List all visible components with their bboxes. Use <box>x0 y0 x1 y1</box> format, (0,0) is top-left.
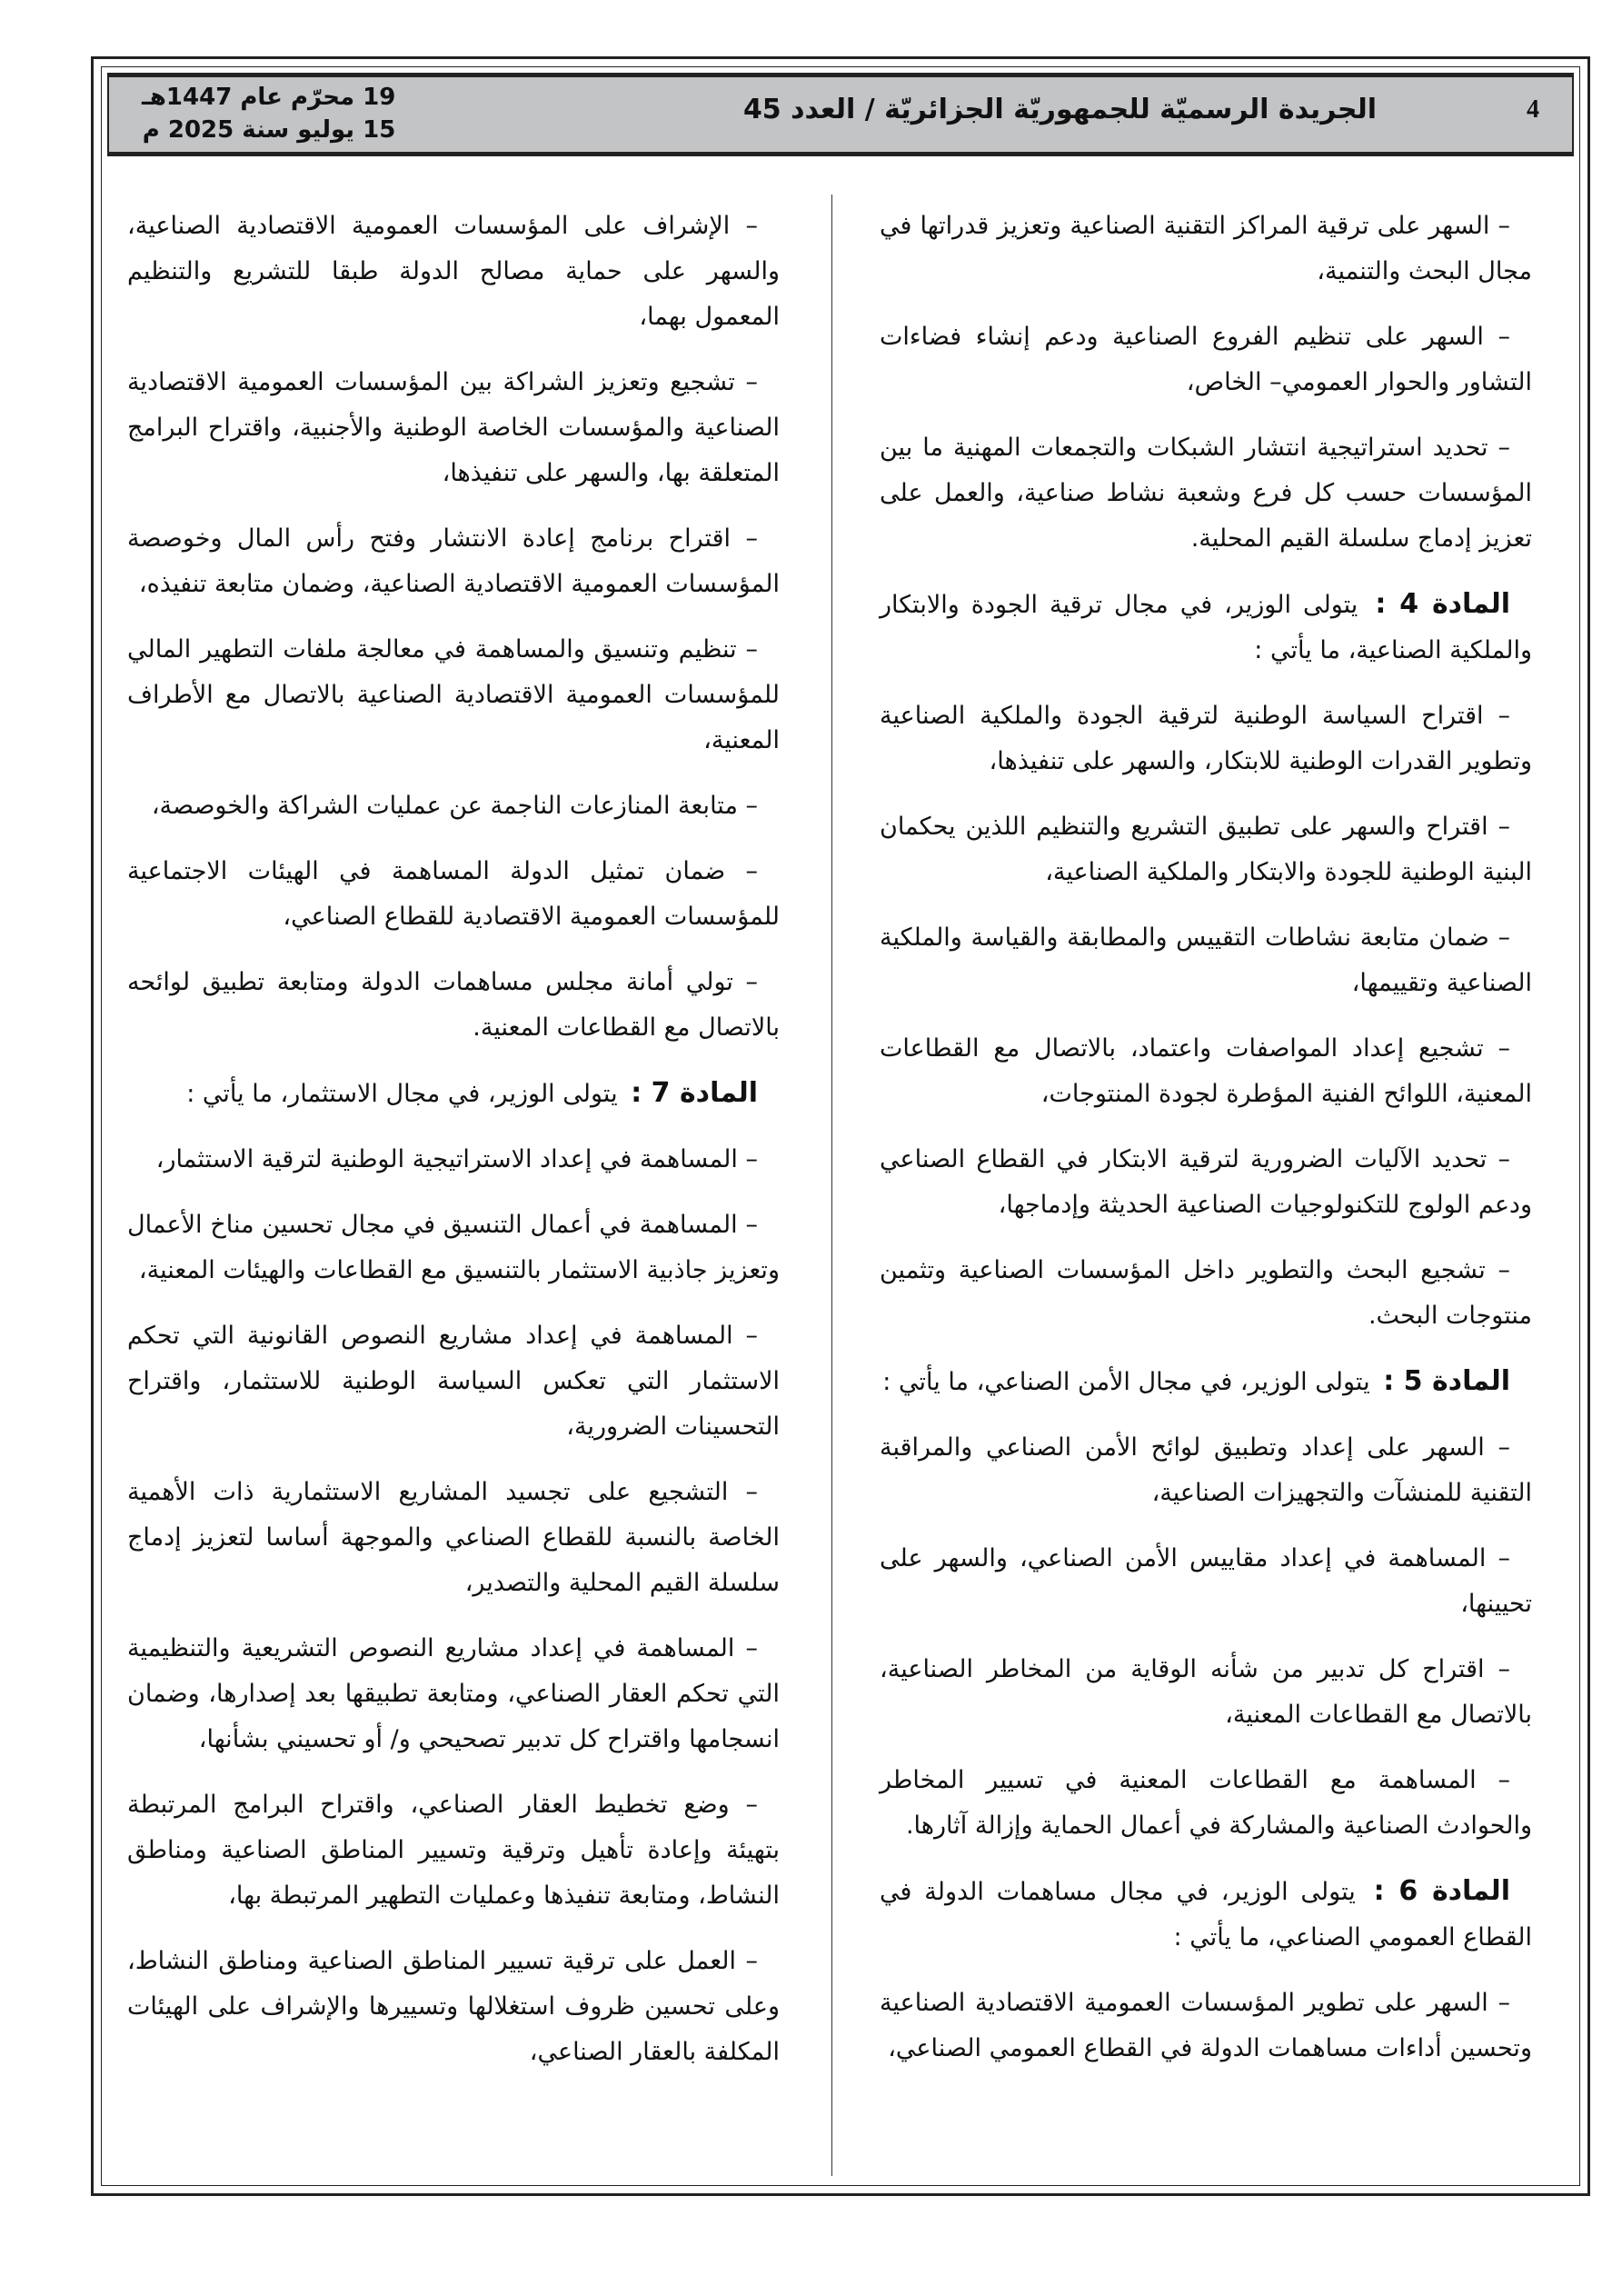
article-paragraph <box>880 582 1532 674</box>
paragraph-text: – ضمان تمثيل الدولة المساهمة في الهيئات الاجتماعية للمؤسسات العمومية الاقتصادية للقطاع الصناعي، <box>127 857 780 931</box>
paragraph-text: – المساهمة في إعداد مقاييس الأمن الصناعي، والسهر على تحيينها، <box>880 1544 1532 1618</box>
list-item <box>880 1647 1532 1738</box>
page-frame <box>91 56 1590 2196</box>
paragraph-text: – تحديد الآليات الضرورية لترقية الابتكار في القطاع الصناعي ودعم الولوج للتكنولوجيات الصناعية الحديثة وإدماجها، <box>880 1145 1532 1219</box>
page-inner-frame <box>101 66 1580 2186</box>
right-column <box>880 204 1532 2091</box>
paragraph-text: – تشجيع البحث والتطوير داخل المؤسسات الصناعية وتثمين منتوجات البحث. <box>880 1256 1532 1330</box>
issue-date <box>142 81 395 146</box>
paragraph-text: – تشجيع وتعزيز الشراكة بين المؤسسات العمومية الاقتصادية الصناعية والمؤسسات الخاصة الوطنية والأجنبية، واقتراح البرامج المتعلقة بها، والسهر على تنفيذها، <box>127 368 780 487</box>
paragraph-text: – العمل على ترقية تسيير المناطق الصناعية ومناطق النشاط، وعلى تحسين ظروف استغلالها وتسييرها والإشراف على الهيئات المكلفة بالعقار الصناعي، <box>127 1947 780 2066</box>
paragraph-text: – السهر على تطوير المؤسسات العمومية الاقتصادية الصناعية وتحسين أداءات مساهمات الدولة في القطاع العمومي الصناعي، <box>880 1989 1532 2062</box>
list-item <box>127 627 780 764</box>
list-item <box>880 1758 1532 1849</box>
paragraph-text: – التشجيع على تجسيد المشاريع الاستثمارية ذات الأهمية الخاصة بالنسبة للقطاع الصناعي والموجهة أساسا لتعزيز إدماج سلسلة القيم المحلية والتصدير، <box>127 1478 780 1597</box>
paragraph-text: يتولى الوزير، في مجال الأمن الصناعي، ما يأتي : <box>882 1368 1370 1396</box>
list-item <box>127 204 780 340</box>
list-item <box>127 360 780 496</box>
left-column <box>127 204 780 2095</box>
list-item <box>880 1425 1532 1516</box>
paragraph-text: يتولى الوزير، في مجال ترقية الجودة والابتكار والملكية الصناعية، ما يأتي : <box>880 591 1532 664</box>
list-item <box>880 425 1532 562</box>
paragraph-text: – الإشراف على المؤسسات العمومية الاقتصادية الصناعية، والسهر على حماية مصالح الدولة طبقا للتشريع والتنظيم المعمول بهما، <box>127 212 780 331</box>
article-label: المادة 6 : <box>1373 1875 1510 1907</box>
list-item <box>127 1313 780 1450</box>
list-item <box>127 1939 780 2075</box>
paragraph-text: – تولي أمانة مجلس مساهمات الدولة ومتابعة تطبيق لوائحه بالاتصال مع القطاعات المعنية. <box>127 968 780 1042</box>
paragraph-text: – وضع تخطيط العقار الصناعي، واقتراح البرامج المرتبطة بتهيئة وإعادة تأهيل وترقية وتسيير المناطق الصناعية ومناطق النشاط، ومتابعة تنفيذها وعمليات التطهير المرتبطة بها، <box>127 1791 780 1910</box>
paragraph-text: – اقتراح السياسة الوطنية لترقية الجودة والملكية الصناعية وتطوير القدرات الوطنية للابتكار، والسهر على تنفيذها، <box>880 702 1532 775</box>
article-paragraph <box>127 1071 780 1117</box>
article-label: المادة 5 : <box>1383 1365 1510 1397</box>
paragraph-text: – السهر على إعداد وتطبيق لوائح الأمن الصناعي والمراقبة التقنية للمنشآت والتجهيزات الصناعية، <box>880 1433 1532 1507</box>
list-item <box>127 849 780 940</box>
paragraph-text: – ضمان متابعة نشاطات التقييس والمطابقة والقياسة والملكية الصناعية وتقييمها، <box>880 923 1532 997</box>
paragraph-text: – المساهمة في أعمال التنسيق في مجال تحسين مناخ الأعمال وتعزيز جاذبية الاستثمار بالتنسيق مع القطاعات والهيئات المعنية، <box>127 1211 780 1284</box>
list-item <box>880 1536 1532 1627</box>
article-label: المادة 4 : <box>1375 588 1510 620</box>
list-item <box>127 1782 780 1919</box>
list-item <box>127 1137 780 1183</box>
list-item <box>880 1137 1532 1228</box>
list-item <box>880 1981 1532 2071</box>
article-paragraph <box>880 1869 1532 1961</box>
paragraph-text: يتولى الوزير، في مجال الاستثمار، ما يأتي : <box>186 1080 618 1108</box>
paragraph-text: – المساهمة في إعداد الاستراتيجية الوطنية لترقية الاستثمار، <box>155 1145 758 1173</box>
list-item <box>127 1626 780 1762</box>
page-header <box>107 73 1574 156</box>
paragraph-text: – السهر على ترقية المراكز التقنية الصناعية وتعزيز قدراتها في مجال البحث والتنمية، <box>880 212 1532 285</box>
paragraph-text: – اقتراح كل تدبير من شأنه الوقاية من المخاطر الصناعية، بالاتصال مع القطاعات المعنية، <box>880 1655 1532 1729</box>
list-item <box>127 960 780 1051</box>
page-number: 4 <box>1527 95 1539 124</box>
list-item <box>880 915 1532 1006</box>
paragraph-text: – اقتراح برنامج إعادة الانتشار وفتح رأس المال وخوصصة المؤسسات العمومية الاقتصادية الصناعية، وضمان متابعة تنفيذه، <box>127 524 780 598</box>
gregorian-date: 15 يوليو سنة 2025 م <box>142 116 396 144</box>
paragraph-text: – السهر على تنظيم الفروع الصناعية ودعم إنشاء فضاءات التشاور والحوار العمومي– الخاص، <box>880 323 1532 396</box>
list-item <box>880 1248 1532 1339</box>
list-item <box>880 204 1532 294</box>
paragraph-text: – المساهمة مع القطاعات المعنية في تسيير المخاطر والحوادث الصناعية والمشاركة في أعمال الحماية وإزالة آثارها. <box>880 1766 1532 1840</box>
hijri-date: 19 محرّم عام 1447هـ <box>142 84 396 111</box>
paragraph-text: يتولى الوزير، في مجال مساهمات الدولة في القطاع العمومي الصناعي، ما يأتي : <box>880 1878 1532 1952</box>
list-item <box>880 1026 1532 1117</box>
list-item <box>127 516 780 607</box>
list-item <box>880 694 1532 784</box>
paragraph-text: – تحديد استراتيجية انتشار الشبكات والتجمعات المهنية ما بين المؤسسات حسب كل فرع وشعبة نشاط صناعية، والعمل على تعزيز إدماج سلسلة القيم المحلية. <box>880 434 1532 553</box>
paragraph-text: – متابعة المنازعات الناجمة عن عمليات الشراكة والخوصصة، <box>151 792 758 820</box>
list-item <box>880 804 1532 895</box>
article-label: المادة 7 : <box>631 1077 758 1109</box>
paragraph-text: – المساهمة في إعداد مشاريع النصوص القانونية التي تحكم الاستثمار التي تعكس السياسة الوطنية للاستثمار، واقتراح التحسينات الضرورية، <box>127 1322 780 1441</box>
paragraph-text: – تنظيم وتنسيق والمساهمة في معالجة ملفات التطهير المالي للمؤسسات العمومية الاقتصادية الصناعية بالاتصال مع الأطراف المعنية، <box>127 635 780 754</box>
list-item <box>127 1203 780 1293</box>
column-divider <box>831 195 832 2176</box>
journal-title: الجريدة الرسميّة للجمهوريّة الجزائريّة / العدد 45 <box>742 94 1377 125</box>
paragraph-text: – تشجيع إعداد المواصفات واعتماد، بالاتصال مع القطاعات المعنية، اللوائح الفنية المؤطرة لجودة المنتوجات، <box>880 1034 1532 1108</box>
list-item <box>127 1470 780 1606</box>
paragraph-text: – اقتراح والسهر على تطبيق التشريع والتنظيم اللذين يحكمان البنية الوطنية للجودة والابتكار والملكية الصناعية، <box>880 813 1532 886</box>
list-item <box>880 314 1532 405</box>
paragraph-text: – المساهمة في إعداد مشاريع النصوص التشريعية والتنظيمية التي تحكم العقار الصناعي، ومتابعة تطبيقها بعد إصدارها، وضمان انسجامها واقتراح كل تدبير تصحيحي و/ أو تحسيني بشأنها، <box>127 1634 780 1753</box>
list-item <box>127 784 780 829</box>
article-paragraph <box>880 1359 1532 1405</box>
